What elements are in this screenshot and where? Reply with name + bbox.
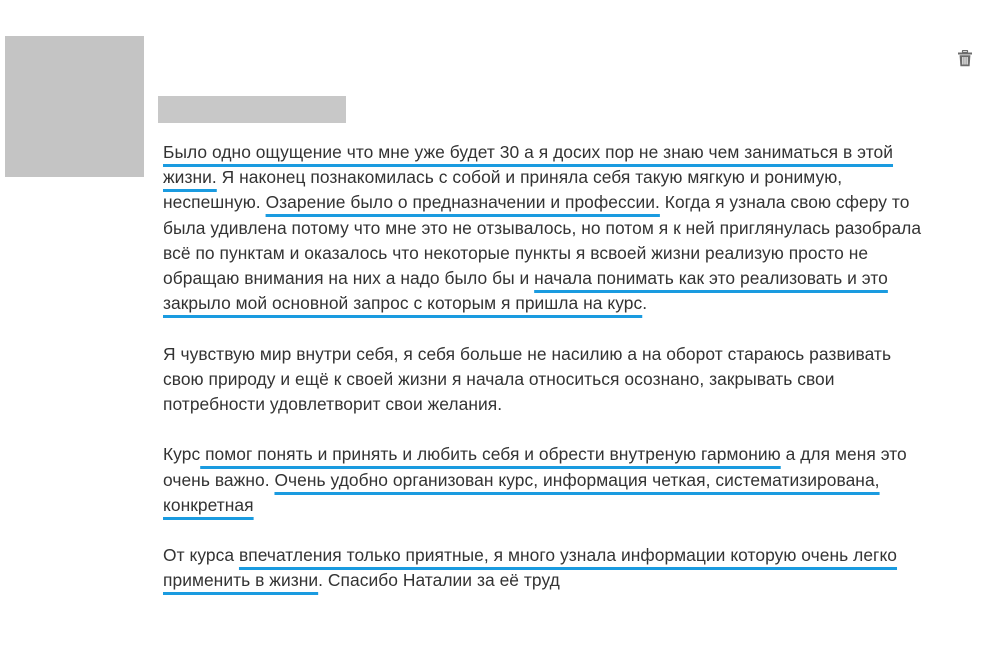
highlighted-phrase: Было одно ощущение что мне уже будет 30 а я досих пор не знаю чем заниматься в этой жизни. [163, 142, 894, 188]
review-text-fragment: . Спасибо Наталии за её труд [318, 570, 560, 591]
highlighted-phrase: впечатления только приятные, я много узнала информации которую очень легко применить в жизни [163, 545, 898, 591]
trash-icon[interactable] [957, 50, 973, 67]
review-paragraph-1 [163, 140, 923, 316]
highlighted-phrase: начала понимать как это реализовать и это закрыло мой основной запрос с которым я пришла на курс [163, 268, 888, 314]
review-text-fragment: . [642, 293, 648, 314]
review-text-fragment: Курс [163, 444, 201, 465]
review-text [163, 140, 923, 619]
review-text-fragment: а для меня это очень важно. [163, 444, 907, 490]
review-text-fragment: От курса [163, 545, 239, 566]
reviewer-name-placeholder [158, 96, 346, 123]
review-paragraph-2: Я чувствую мир внутри себя, я себя больше не насилию а на оборот стараюсь развивать свою природу и ещё к своей жизни я начала относиться осознано, закрывать свои потребности удовлетворит свои желания. [163, 343, 892, 415]
review-paragraph-4 [163, 543, 923, 593]
highlighted-phrase: помог понять и принять и любить себя и обрести внутреную гармонию [200, 444, 781, 465]
review-text-fragment: Я наконец познакомилась с собой и приняла себя такую мягкую и ронимую, неспешную. [163, 167, 843, 213]
avatar-placeholder [5, 36, 144, 177]
highlighted-phrase: Озарение было о предназначении и профессии. [265, 192, 660, 213]
review-paragraph-3 [163, 442, 923, 518]
highlighted-phrase: Очень удобно организован курс, информация четкая, систематизирована, конкретная [163, 469, 880, 515]
review-text-fragment: Когда я узнала свою сферу то была удивлена потому что мне это не отзывалось, но потом я к ней приглянулась разобрала всё по пунктам и оказалось что некоторые пункты я всвоей жизни реализую просто не обращаю внимания на них а надо было бы и [163, 192, 922, 289]
